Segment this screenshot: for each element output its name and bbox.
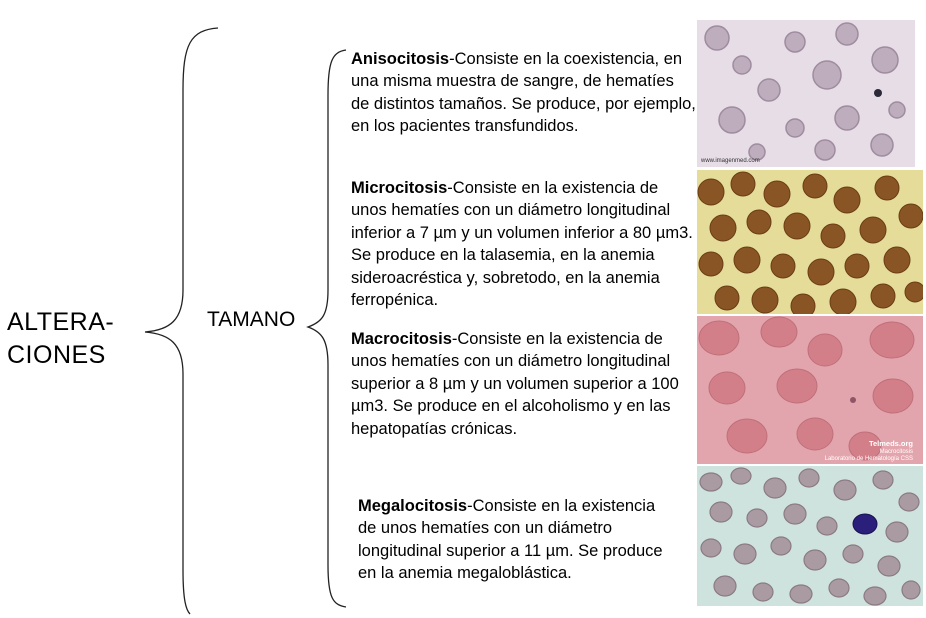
inner-brace — [308, 50, 346, 607]
photo3-caption-line3: Laboratorio de Hematología CSS — [824, 456, 913, 462]
item-microcitosis — [351, 177, 696, 311]
category-label: TAMANO — [207, 308, 296, 331]
photo1-caption: www.imagenmed.com — [701, 158, 760, 164]
item-term: Megalocitosis — [358, 497, 468, 515]
item-term: Microcitosis — [351, 179, 448, 197]
photo-microcitosis — [697, 170, 923, 314]
root-label-line1: ALTERA- — [7, 308, 115, 336]
photo-microcitosis-image — [697, 170, 923, 314]
item-macrocitosis — [351, 328, 696, 440]
item-term: Macrocitosis — [351, 330, 452, 348]
photo-anisocitosis — [697, 20, 915, 167]
item-definition: -Consiste en la coexistencia, en una misma muestra de sangre, de hematíes de distintos tamaños. Se produce, por ejemplo, en los pacientes transfundidos. — [351, 50, 696, 136]
photo3-caption-line2: Macrocitosis — [879, 449, 913, 455]
photo-anisocitosis-image — [697, 20, 915, 167]
item-anisocitosis — [351, 48, 696, 138]
photo3-caption-line1: Telmeds.org — [868, 439, 913, 448]
photo-megalocitosis-image — [697, 466, 923, 606]
root-label-line2: CIONES — [7, 341, 106, 369]
item-definition: -Consiste en la existencia de unos hematíes con un diámetro longitudinal superior a 11 µm. Se produce en la anemia megaloblástica. — [358, 497, 663, 583]
item-term: Anisocitosis — [351, 50, 450, 68]
root-label — [7, 306, 114, 372]
item-definition: -Consiste en la existencia de unos hematíes con un diámetro longitudinal superior a 8 µm y un volumen superior a 100 µm3. Se produce en el alcoholismo y en las hepatopatías crónicas. — [351, 330, 679, 438]
photo-macrocitosis-image — [697, 316, 923, 464]
item-megalocitosis — [358, 495, 668, 585]
photo-macrocitosis — [697, 316, 923, 464]
item-definition: -Consiste en la existencia de unos hematíes con un diámetro longitudinal inferior a 7 µm y un volumen inferior a 80 µm3. Se produce en la talasemia, en la anemia sideroacréstica y, sobretodo, en la anemia ferropénica. — [351, 179, 693, 310]
photo-megalocitosis — [697, 466, 923, 606]
